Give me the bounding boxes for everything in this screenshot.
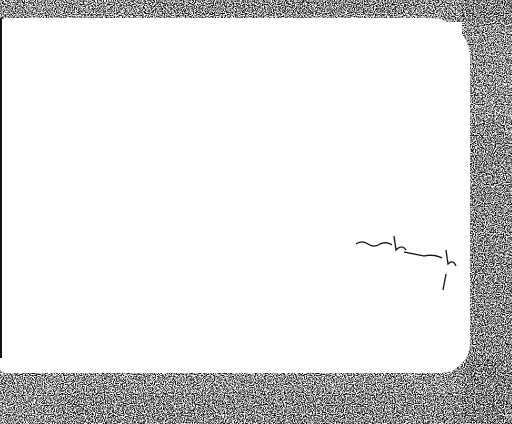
sketch-mark-2 (394, 236, 442, 258)
page-body (0, 18, 470, 373)
page-left-edge (0, 18, 2, 358)
noise-right-dark (470, 120, 512, 380)
noise-top-dark (150, 0, 410, 14)
sketch-mark-3 (443, 250, 456, 290)
handwritten-marks (350, 228, 470, 298)
noise-bottom-dark (60, 392, 512, 424)
sketch-mark-1 (356, 242, 392, 246)
